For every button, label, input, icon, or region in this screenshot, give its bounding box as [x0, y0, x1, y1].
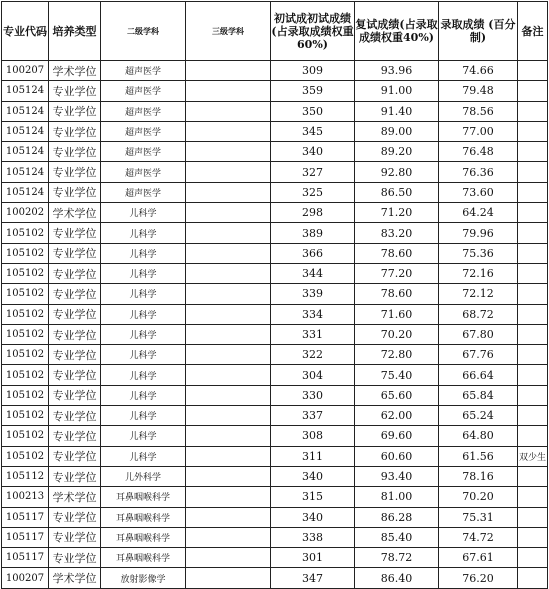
cell-initial: 345 [271, 121, 355, 141]
cell-type: 专业学位 [49, 121, 101, 141]
cell-sub2: 儿科学 [101, 223, 186, 243]
cell-initial: 350 [271, 101, 355, 121]
table-row [2, 101, 548, 121]
cell-final: 78.16 [439, 466, 518, 486]
table-row [2, 324, 548, 344]
cell-initial: 359 [271, 81, 355, 101]
cell-note [518, 142, 548, 162]
cell-sub2: 超声医学 [101, 81, 186, 101]
cell-sub3 [186, 568, 271, 588]
table-row [2, 385, 548, 405]
cell-final: 64.80 [439, 426, 518, 446]
cell-retest: 89.00 [355, 121, 439, 141]
cell-type: 专业学位 [49, 345, 101, 365]
cell-type: 专业学位 [49, 284, 101, 304]
cell-code: 105124 [2, 81, 49, 101]
table-row [2, 365, 548, 385]
cell-sub2: 超声医学 [101, 182, 186, 202]
table-header [2, 2, 548, 61]
cell-code: 105124 [2, 182, 49, 202]
cell-initial: 322 [271, 345, 355, 365]
cell-retest: 65.60 [355, 385, 439, 405]
cell-type: 专业学位 [49, 243, 101, 263]
header-sub3: 三级学科 [186, 2, 271, 61]
cell-final: 73.60 [439, 182, 518, 202]
cell-sub3 [186, 548, 271, 568]
cell-sub3 [186, 142, 271, 162]
cell-initial: 339 [271, 284, 355, 304]
table-row [2, 568, 548, 588]
cell-code: 100213 [2, 487, 49, 507]
table-row [2, 426, 548, 446]
header-row [2, 2, 548, 61]
header-type: 培养类型 [49, 2, 101, 61]
cell-code: 105102 [2, 304, 49, 324]
cell-final: 70.20 [439, 487, 518, 507]
cell-sub3 [186, 446, 271, 466]
table-row [2, 203, 548, 223]
table-row [2, 548, 548, 568]
cell-sub2: 儿科学 [101, 406, 186, 426]
cell-note [518, 81, 548, 101]
cell-code: 100207 [2, 568, 49, 588]
cell-note [518, 61, 548, 81]
cell-code: 105102 [2, 406, 49, 426]
cell-retest: 86.50 [355, 182, 439, 202]
cell-initial: 340 [271, 466, 355, 486]
table-row [2, 61, 548, 81]
cell-sub3 [186, 466, 271, 486]
cell-type: 专业学位 [49, 466, 101, 486]
cell-final: 72.16 [439, 263, 518, 283]
table-row [2, 406, 548, 426]
cell-note [518, 223, 548, 243]
cell-final: 76.48 [439, 142, 518, 162]
cell-sub3 [186, 203, 271, 223]
cell-code: 105124 [2, 162, 49, 182]
cell-note [518, 385, 548, 405]
cell-sub2: 儿科学 [101, 385, 186, 405]
cell-sub2: 儿科学 [101, 263, 186, 283]
cell-sub3 [186, 406, 271, 426]
cell-type: 专业学位 [49, 223, 101, 243]
cell-retest: 62.00 [355, 406, 439, 426]
cell-initial: 389 [271, 223, 355, 243]
cell-code: 105124 [2, 101, 49, 121]
cell-final: 65.24 [439, 406, 518, 426]
table-row [2, 243, 548, 263]
cell-sub2: 儿科学 [101, 203, 186, 223]
cell-code: 100202 [2, 203, 49, 223]
cell-code: 105124 [2, 121, 49, 141]
cell-sub3 [186, 527, 271, 547]
cell-sub2: 耳鼻咽喉科学 [101, 487, 186, 507]
cell-note [518, 365, 548, 385]
cell-note [518, 345, 548, 365]
cell-retest: 75.40 [355, 365, 439, 385]
cell-retest: 78.60 [355, 243, 439, 263]
cell-retest: 69.60 [355, 426, 439, 446]
cell-initial: 344 [271, 263, 355, 283]
cell-initial: 340 [271, 142, 355, 162]
cell-final: 76.36 [439, 162, 518, 182]
cell-sub2: 儿科学 [101, 304, 186, 324]
cell-sub3 [186, 426, 271, 446]
cell-code: 105117 [2, 527, 49, 547]
cell-final: 64.24 [439, 203, 518, 223]
cell-final: 65.84 [439, 385, 518, 405]
cell-initial: 298 [271, 203, 355, 223]
table-row [2, 446, 548, 466]
cell-final: 74.66 [439, 61, 518, 81]
cell-code: 105102 [2, 365, 49, 385]
cell-final: 67.80 [439, 324, 518, 344]
cell-sub3 [186, 223, 271, 243]
table-row [2, 487, 548, 507]
cell-retest: 72.80 [355, 345, 439, 365]
cell-final: 67.76 [439, 345, 518, 365]
cell-initial: 338 [271, 527, 355, 547]
cell-initial: 301 [271, 548, 355, 568]
cell-retest: 85.40 [355, 527, 439, 547]
table-row [2, 466, 548, 486]
cell-sub2: 超声医学 [101, 121, 186, 141]
cell-retest: 86.28 [355, 507, 439, 527]
cell-final: 75.31 [439, 507, 518, 527]
cell-retest: 78.60 [355, 284, 439, 304]
cell-note [518, 568, 548, 588]
cell-sub2: 超声医学 [101, 162, 186, 182]
cell-code: 105102 [2, 446, 49, 466]
cell-sub3 [186, 507, 271, 527]
cell-type: 专业学位 [49, 527, 101, 547]
table-row [2, 142, 548, 162]
cell-final: 66.64 [439, 365, 518, 385]
cell-sub3 [186, 487, 271, 507]
cell-sub2: 儿科学 [101, 284, 186, 304]
table-row [2, 121, 548, 141]
cell-initial: 309 [271, 61, 355, 81]
cell-final: 61.56 [439, 446, 518, 466]
cell-retest: 93.96 [355, 61, 439, 81]
cell-note [518, 426, 548, 446]
cell-note [518, 284, 548, 304]
cell-sub3 [186, 243, 271, 263]
cell-sub2: 儿科学 [101, 446, 186, 466]
cell-type: 专业学位 [49, 548, 101, 568]
cell-sub3 [186, 284, 271, 304]
table-row [2, 304, 548, 324]
cell-initial: 311 [271, 446, 355, 466]
cell-retest: 81.00 [355, 487, 439, 507]
cell-code: 105117 [2, 548, 49, 568]
table-row [2, 182, 548, 202]
cell-sub3 [186, 324, 271, 344]
cell-code: 100207 [2, 61, 49, 81]
header-initial: 初试成初试成绩(占录取成绩权重60%) [271, 2, 355, 61]
cell-sub2: 超声医学 [101, 101, 186, 121]
cell-code: 105102 [2, 263, 49, 283]
cell-note [518, 101, 548, 121]
cell-initial: 327 [271, 162, 355, 182]
cell-retest: 91.00 [355, 81, 439, 101]
cell-note [518, 243, 548, 263]
score-table-container [1, 1, 548, 589]
cell-sub2: 儿科学 [101, 365, 186, 385]
cell-final: 72.12 [439, 284, 518, 304]
cell-final: 79.48 [439, 81, 518, 101]
cell-type: 专业学位 [49, 406, 101, 426]
cell-final: 74.72 [439, 527, 518, 547]
cell-type: 专业学位 [49, 162, 101, 182]
table-row [2, 223, 548, 243]
cell-code: 105102 [2, 223, 49, 243]
table-row [2, 284, 548, 304]
cell-final: 67.61 [439, 548, 518, 568]
cell-final: 68.72 [439, 304, 518, 324]
cell-type: 专业学位 [49, 426, 101, 446]
cell-retest: 77.20 [355, 263, 439, 283]
header-note: 备注 [518, 2, 548, 61]
cell-sub2: 超声医学 [101, 142, 186, 162]
cell-code: 105117 [2, 507, 49, 527]
cell-type: 专业学位 [49, 182, 101, 202]
cell-sub3 [186, 365, 271, 385]
cell-retest: 60.60 [355, 446, 439, 466]
cell-note: 双少生 [518, 446, 548, 466]
cell-sub3 [186, 101, 271, 121]
cell-note [518, 304, 548, 324]
cell-note [518, 121, 548, 141]
cell-type: 学术学位 [49, 61, 101, 81]
cell-code: 105102 [2, 284, 49, 304]
cell-retest: 83.20 [355, 223, 439, 243]
cell-retest: 71.60 [355, 304, 439, 324]
header-final: 录取成绩 (百分制) [439, 2, 518, 61]
cell-note [518, 162, 548, 182]
cell-note [518, 324, 548, 344]
cell-sub3 [186, 182, 271, 202]
cell-type: 专业学位 [49, 446, 101, 466]
cell-initial: 304 [271, 365, 355, 385]
header-sub2: 二级学科 [101, 2, 186, 61]
cell-code: 105102 [2, 385, 49, 405]
cell-sub3 [186, 385, 271, 405]
cell-note [518, 406, 548, 426]
cell-retest: 71.20 [355, 203, 439, 223]
cell-sub3 [186, 263, 271, 283]
cell-type: 专业学位 [49, 324, 101, 344]
cell-sub2: 放射影像学 [101, 568, 186, 588]
cell-retest: 92.80 [355, 162, 439, 182]
cell-type: 专业学位 [49, 142, 101, 162]
cell-note [518, 487, 548, 507]
cell-sub2: 耳鼻咽喉科学 [101, 527, 186, 547]
cell-type: 学术学位 [49, 487, 101, 507]
cell-type: 专业学位 [49, 385, 101, 405]
cell-retest: 86.40 [355, 568, 439, 588]
cell-sub3 [186, 304, 271, 324]
header-code: 专业代码 [2, 2, 49, 61]
cell-code: 105102 [2, 345, 49, 365]
cell-initial: 325 [271, 182, 355, 202]
cell-final: 78.56 [439, 101, 518, 121]
table-row [2, 162, 548, 182]
cell-type: 专业学位 [49, 101, 101, 121]
cell-final: 75.36 [439, 243, 518, 263]
cell-note [518, 263, 548, 283]
table-row [2, 263, 548, 283]
cell-sub2: 超声医学 [101, 61, 186, 81]
cell-final: 79.96 [439, 223, 518, 243]
cell-sub2: 耳鼻咽喉科学 [101, 507, 186, 527]
cell-type: 专业学位 [49, 263, 101, 283]
cell-initial: 340 [271, 507, 355, 527]
table-body [2, 61, 548, 589]
cell-initial: 347 [271, 568, 355, 588]
cell-note [518, 507, 548, 527]
cell-retest: 70.20 [355, 324, 439, 344]
cell-note [518, 466, 548, 486]
cell-initial: 337 [271, 406, 355, 426]
cell-retest: 93.40 [355, 466, 439, 486]
cell-note [518, 527, 548, 547]
cell-sub3 [186, 345, 271, 365]
table-row [2, 507, 548, 527]
cell-sub2: 儿科学 [101, 345, 186, 365]
cell-code: 105102 [2, 324, 49, 344]
header-retest: 复试成绩(占录取成绩权重40%) [355, 2, 439, 61]
cell-sub2: 儿科学 [101, 324, 186, 344]
cell-type: 专业学位 [49, 507, 101, 527]
cell-code: 105112 [2, 466, 49, 486]
table-row [2, 81, 548, 101]
cell-final: 76.20 [439, 568, 518, 588]
cell-retest: 91.40 [355, 101, 439, 121]
cell-type: 学术学位 [49, 203, 101, 223]
cell-sub2: 儿科学 [101, 243, 186, 263]
cell-note [518, 203, 548, 223]
cell-code: 105102 [2, 426, 49, 446]
cell-retest: 89.20 [355, 142, 439, 162]
cell-type: 专业学位 [49, 304, 101, 324]
cell-sub3 [186, 162, 271, 182]
cell-retest: 78.72 [355, 548, 439, 568]
cell-note [518, 548, 548, 568]
cell-sub2: 儿外科学 [101, 466, 186, 486]
cell-initial: 330 [271, 385, 355, 405]
table-row [2, 527, 548, 547]
cell-sub2: 儿科学 [101, 426, 186, 446]
cell-initial: 334 [271, 304, 355, 324]
cell-initial: 366 [271, 243, 355, 263]
table-row [2, 345, 548, 365]
admission-score-table [1, 1, 548, 589]
cell-type: 专业学位 [49, 81, 101, 101]
cell-sub3 [186, 81, 271, 101]
cell-initial: 331 [271, 324, 355, 344]
cell-sub3 [186, 61, 271, 81]
cell-initial: 315 [271, 487, 355, 507]
cell-code: 105102 [2, 243, 49, 263]
cell-sub2: 耳鼻咽喉科学 [101, 548, 186, 568]
cell-type: 专业学位 [49, 365, 101, 385]
cell-note [518, 182, 548, 202]
cell-final: 77.00 [439, 121, 518, 141]
cell-sub3 [186, 121, 271, 141]
cell-code: 105124 [2, 142, 49, 162]
cell-type: 学术学位 [49, 568, 101, 588]
cell-initial: 308 [271, 426, 355, 446]
